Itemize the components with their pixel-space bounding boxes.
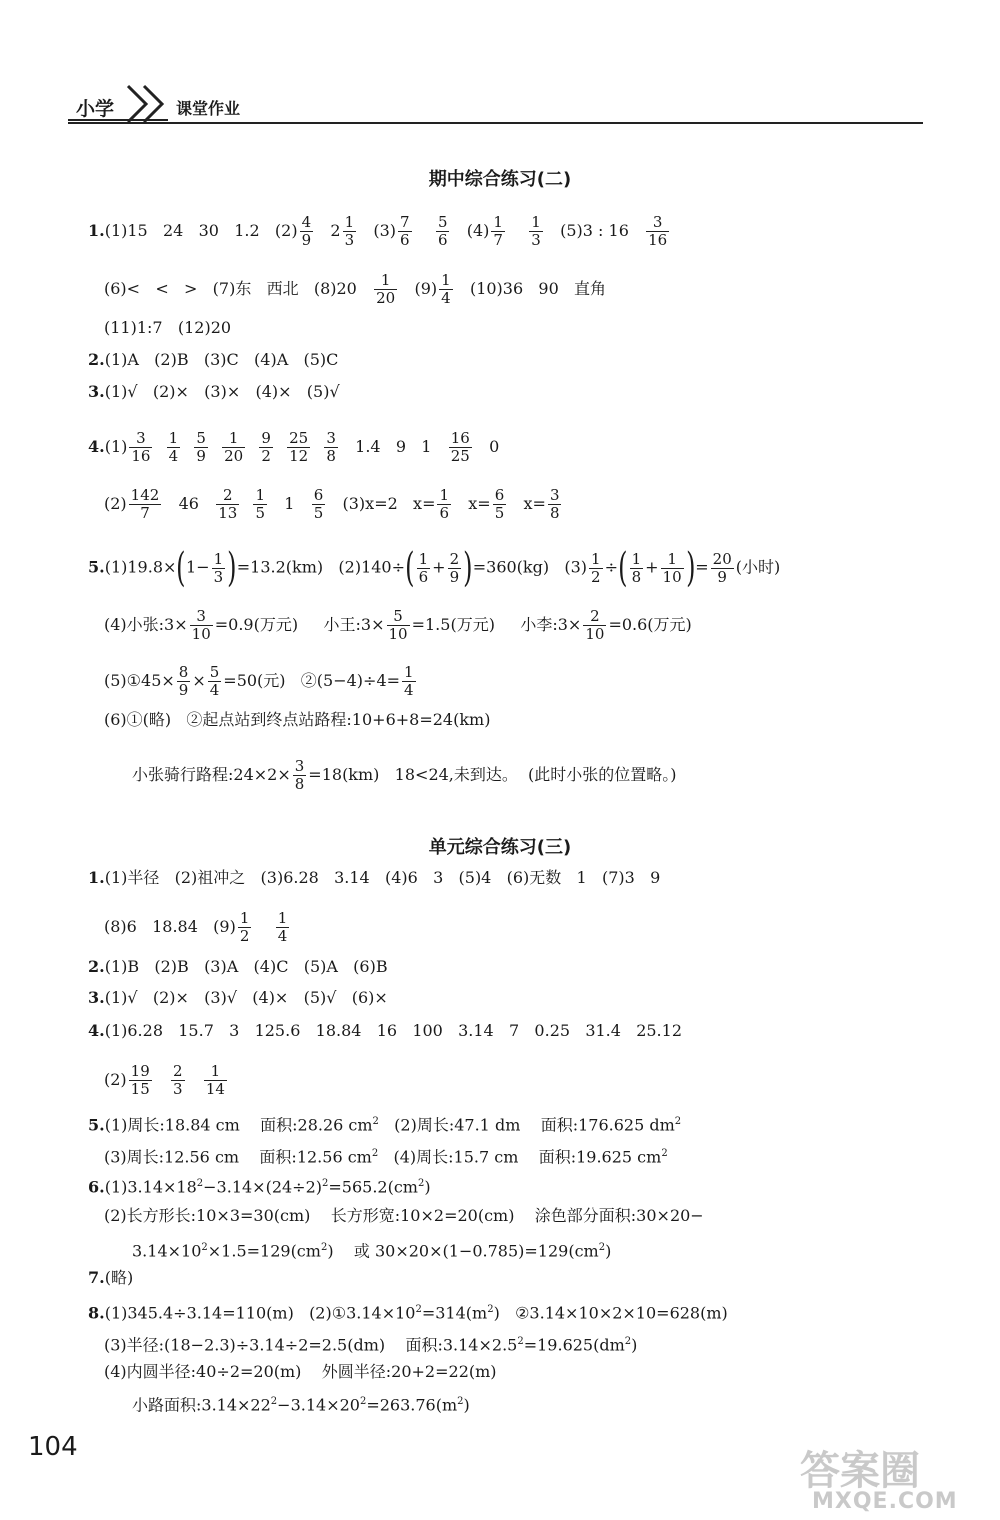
fraction-numerator: 1 [344, 213, 355, 231]
answer-text: 2 [315, 221, 341, 240]
answer-text: (2)周长:47.1 dm 面积:176.625 dm [378, 1115, 675, 1135]
answer-text: 2. [88, 957, 105, 976]
fraction-numerator: 19 [130, 1062, 150, 1080]
answer-text: (3) [358, 221, 397, 240]
answer-text: 2 [270, 1396, 278, 1407]
answer-text: =263.76(m [366, 1395, 458, 1415]
answer-text: 2 [661, 1148, 668, 1159]
answer-text: 3. [88, 382, 105, 401]
answer-text: (1)√ (2)× (3)√ (4)× (5)√ (6)× [104, 988, 388, 1007]
answer-text: =50(元) ②(5−4)÷4= [223, 671, 401, 690]
answer-text: (4)内圆半径:40÷2=20(m) 外圆半径:20+2=22(m) [104, 1362, 497, 1381]
answer-text: (3)x=2 x= [327, 494, 436, 513]
answer-text: (1)345.4÷3.14=110(m) (2)①3.14×10 [104, 1303, 416, 1323]
fraction-denominator: 10 [585, 625, 605, 643]
fraction [630, 551, 644, 586]
fraction-numerator: 5 [387, 608, 410, 626]
fraction-denominator: 3 [173, 1080, 183, 1098]
fraction [171, 1063, 185, 1098]
page-header [68, 78, 923, 130]
answer-2 [88, 350, 338, 370]
answer-text: ) [463, 545, 473, 591]
answer-3 [88, 382, 340, 402]
fraction-numerator: 1 [374, 272, 397, 290]
answer-text: =0.6(万元) [608, 615, 692, 634]
answer-text: (1)19.8× [104, 557, 177, 577]
fraction-numerator: 1 [255, 486, 265, 504]
fraction [398, 214, 412, 249]
answer-text: 2 [415, 1304, 422, 1315]
fraction [287, 430, 310, 465]
answer-text [182, 437, 192, 456]
answer-text: 2 [487, 1304, 494, 1315]
answer-text [414, 221, 434, 240]
answer-text: =18(km) 18<24,未到达。 (此时小张的位置略。) [308, 765, 677, 784]
answer-text: (3)周长:12.56 cm 面积:12.56 cm [104, 1147, 372, 1167]
fraction-denominator: 4 [404, 681, 414, 699]
fraction-numerator: 8 [178, 663, 189, 681]
fraction [324, 430, 338, 465]
fraction [216, 487, 239, 522]
answer-text: (2)长方形长:10×3=30(cm) 长方形宽:10×2=20(cm) 涂色部分面积:30×20− [104, 1206, 704, 1225]
fraction-denominator: 6 [437, 231, 448, 249]
fraction-denominator: 10 [191, 625, 211, 643]
answer-text [154, 437, 164, 456]
answer-1-line-2 [104, 272, 606, 307]
fraction [190, 608, 213, 643]
fraction-denominator: 8 [326, 447, 336, 465]
fraction-numerator: 6 [494, 486, 505, 504]
answer-text: 2 [624, 1336, 632, 1347]
answer-text: 2 [196, 1178, 204, 1189]
answer-text: −3.14×20 [277, 1395, 360, 1415]
answer-text: 7. [88, 1268, 105, 1287]
fraction [437, 487, 451, 522]
fraction-numerator: 1 [531, 213, 541, 231]
answer-text: 6. [88, 1177, 105, 1197]
answer-text: 8. [88, 1303, 105, 1323]
fraction-denominator: 8 [631, 567, 642, 586]
answer-1-line-3 [104, 318, 231, 338]
unit-answer-8-line-2 [104, 1332, 637, 1355]
fraction-numerator: 1 [239, 909, 250, 927]
section-title-unit: 单元综合练习(三) [428, 837, 572, 858]
unit-answer-8-line-1 [88, 1300, 728, 1323]
fraction-numerator: 1 [439, 486, 450, 504]
unit-answer-4-line-1 [88, 1021, 682, 1041]
fraction-denominator: 2 [261, 447, 271, 465]
answer-text [253, 917, 273, 936]
fraction [646, 214, 669, 249]
fraction-denominator: 20 [224, 447, 244, 465]
answer-text: 2 [674, 1116, 682, 1127]
answer-text: ×1.5=129(cm [207, 1241, 321, 1261]
fraction [222, 430, 245, 465]
answer-text: −3.14×(24÷2) [203, 1177, 323, 1197]
answer-text: 2. [88, 350, 105, 369]
answer-text: 2 [457, 1396, 464, 1407]
fraction [493, 487, 507, 522]
unit-answer-2 [88, 957, 388, 977]
fraction-numerator: 1 [213, 549, 224, 568]
answer-text [275, 437, 285, 456]
fraction-denominator: 4 [209, 681, 220, 699]
answer-text: (6)< < > (7)东 西北 (8)20 [104, 279, 373, 298]
answer-text: (10)36 90 直角 [454, 279, 607, 298]
answer-text: (4) [451, 221, 490, 240]
fraction-denominator: 8 [549, 504, 560, 522]
answer-text [247, 437, 257, 456]
fraction [238, 910, 252, 945]
answer-5-line-1 [88, 545, 781, 591]
answer-text: 1. [88, 868, 105, 887]
fraction-numerator: 3 [646, 214, 669, 232]
answer-text: 小张骑行路程:24×2× [132, 765, 291, 784]
header-underline [68, 119, 168, 121]
answer-text: =565.2(cm [328, 1177, 418, 1197]
fraction-numerator: 1 [661, 551, 684, 569]
fraction [129, 487, 162, 522]
fraction-denominator: 9 [196, 447, 206, 465]
fraction-denominator: 6 [439, 504, 450, 522]
fraction [589, 551, 603, 586]
fraction-numerator: 3 [549, 486, 560, 504]
fraction-numerator: 2 [583, 608, 606, 626]
answer-text: 1 [269, 494, 310, 513]
unit-answer-3 [88, 988, 388, 1008]
fraction-denominator: 14 [205, 1080, 225, 1098]
answer-text: + [645, 557, 659, 577]
answer-4-line-2 [104, 487, 563, 522]
unit-answer-1-line-1 [88, 868, 660, 888]
answer-text: (1)A (2)B (3)C (4)A (5)C [104, 350, 339, 369]
answer-text: 2 [320, 1242, 328, 1253]
answer-text: 3. [88, 988, 105, 1007]
answer-5-line-5 [132, 758, 677, 793]
answer-text: x= [453, 494, 491, 513]
answer-text [312, 437, 322, 456]
answer-text: =314(m [421, 1303, 488, 1323]
answer-text: ) [685, 545, 696, 591]
fraction-denominator: 6 [400, 231, 410, 249]
answer-text [241, 494, 251, 513]
answer-5-line-3 [104, 664, 418, 699]
fraction-numerator: 1 [631, 549, 642, 568]
fraction [583, 608, 606, 643]
double-chevron-icon [124, 82, 178, 122]
fraction [300, 214, 314, 249]
answer-text: 2 [598, 1242, 606, 1253]
fraction-numerator: 25 [289, 429, 309, 447]
unit-answer-8-line-4 [132, 1392, 470, 1415]
fraction [417, 551, 431, 586]
fraction-denominator: 9 [178, 681, 189, 699]
fraction [374, 272, 397, 307]
answer-text: 2 [371, 1148, 379, 1159]
fraction-denominator: 9 [449, 567, 460, 586]
answer-text: ( [176, 545, 186, 591]
answer-text: (1)B (2)B (3)A (4)C (5)A (6)B [104, 957, 388, 976]
fraction-numerator: 16 [450, 429, 470, 447]
answer-text: × [192, 671, 206, 690]
fraction-denominator: 15 [130, 1080, 150, 1098]
fraction [436, 214, 450, 249]
answer-text: =0.9(万元) 小王:3× [214, 615, 385, 634]
fraction-numerator: 3 [190, 608, 213, 626]
header-rule [68, 122, 923, 124]
answer-text: ) [631, 1335, 638, 1355]
fraction-numerator: 1 [204, 1063, 227, 1081]
fraction-denominator: 4 [441, 289, 451, 307]
answer-text: (5)3 : 16 [544, 221, 645, 240]
fraction [548, 487, 562, 522]
answer-text: 5. [88, 1115, 105, 1135]
answer-text: (1)半径 (2)祖冲之 (3)6.28 3.14 (4)6 3 (5)4 (6)无数 1 (7)3 9 [104, 868, 661, 887]
unit-answer-7 [88, 1268, 133, 1288]
fraction [129, 1063, 152, 1098]
answer-text: =13.2(km) (2)140÷ [236, 557, 406, 577]
answer-text: =1.5(万元) 小李:3× [411, 615, 582, 634]
watermark-logo [800, 1435, 990, 1515]
answer-text: (1)周长:18.84 cm 面积:28.26 cm [104, 1115, 373, 1135]
unit-answer-5-line-1 [88, 1112, 681, 1135]
fraction [276, 910, 290, 945]
fraction-denominator: 5 [494, 504, 505, 522]
fraction [711, 551, 734, 586]
header-book-title: 课堂作业 [176, 99, 241, 118]
fraction-denominator: 3 [213, 567, 224, 586]
answer-text: 4. [88, 437, 105, 456]
fraction-numerator: 1 [591, 549, 601, 568]
answer-text: 2 [417, 1178, 425, 1189]
answer-5-line-4 [104, 710, 490, 730]
fraction-denominator: 8 [294, 775, 305, 793]
fraction-denominator: 10 [388, 625, 408, 643]
section-title-midterm: 期中综合练习(二) [428, 169, 572, 190]
fraction [529, 214, 543, 249]
answer-text: =360(kg) (3) [472, 557, 588, 577]
answer-text: + [432, 557, 446, 577]
unit-answer-6-line-3 [132, 1238, 611, 1261]
fraction-numerator: 3 [129, 430, 152, 448]
watermark-url: MXQE.COM [812, 1489, 958, 1514]
answer-text: 46 [163, 494, 215, 513]
fraction-numerator: 3 [326, 429, 336, 447]
answer-text: (2) [104, 1070, 127, 1089]
answer-text: (4)周长:15.7 cm 面积:19.625 cm [378, 1147, 662, 1167]
fraction-denominator: 3 [344, 231, 355, 249]
answer-text: ) 或 30×20×(1−0.785)=129(cm [327, 1241, 599, 1261]
fraction-denominator: 4 [168, 447, 179, 465]
answer-text: 2 [322, 1178, 329, 1189]
answer-1-line-1 [88, 214, 671, 249]
fraction-denominator: 7 [493, 231, 503, 249]
answer-text [187, 1070, 202, 1089]
fraction [253, 487, 267, 522]
fraction-denominator: 6 [418, 567, 429, 586]
fraction-denominator: 5 [255, 504, 265, 522]
fraction-numerator: 1 [404, 663, 414, 681]
fraction-denominator: 16 [131, 447, 151, 465]
fraction-denominator: 9 [301, 231, 312, 249]
answer-text: 1. [88, 221, 105, 240]
fraction-denominator: 10 [662, 567, 682, 586]
fraction-numerator: 142 [130, 486, 160, 504]
fraction-numerator: 2 [449, 549, 460, 568]
fraction [167, 430, 181, 465]
fraction-denominator: 13 [218, 504, 238, 522]
answer-text: (4)小张:3× [104, 615, 188, 634]
fraction [439, 272, 453, 307]
answer-text: ) ②3.14×10×2×10=628(m) [493, 1303, 728, 1323]
fraction-denominator: 12 [289, 447, 309, 465]
fraction-numerator: 2 [173, 1062, 183, 1080]
answer-text: 2 [372, 1116, 379, 1127]
fraction-numerator: 5 [196, 429, 206, 447]
answer-text: 3.14×10 [132, 1241, 202, 1261]
answer-text [154, 1070, 169, 1089]
answer-text: (11)1:7 (12)20 [104, 318, 232, 337]
fraction-denominator: 9 [717, 567, 727, 586]
header-school: 小学 [76, 98, 115, 120]
answer-text: ) [605, 1241, 612, 1261]
fraction [212, 551, 226, 586]
answer-text: (8)6 18.84 (9) [104, 917, 236, 936]
answer-4-line-1 [88, 430, 499, 465]
answer-text: (1)6.28 15.7 3 125.6 18.84 16 100 3.14 7 0.25 31.4 25.12 [104, 1021, 682, 1040]
fraction [293, 758, 307, 793]
answer-text [507, 221, 527, 240]
fraction-denominator: 5 [313, 504, 324, 522]
answer-text: 4. [88, 1021, 105, 1040]
answer-text: 2 [517, 1336, 524, 1347]
fraction-numerator: 1 [277, 909, 288, 927]
answer-text: (1)15 24 30 1.2 (2) [104, 221, 298, 240]
fraction-denominator: 7 [140, 504, 150, 522]
fraction-denominator: 20 [376, 289, 396, 307]
fraction [449, 430, 472, 465]
answer-text: = [695, 557, 709, 577]
fraction [448, 551, 462, 586]
answer-text: (2) [104, 494, 127, 513]
fraction-denominator: 16 [648, 231, 668, 249]
fraction [402, 664, 416, 699]
fraction-denominator: 3 [531, 231, 541, 249]
fraction-numerator: 9 [261, 429, 271, 447]
answer-text: x= [508, 494, 546, 513]
unit-answer-8-line-3 [104, 1362, 497, 1382]
answer-text: 2 [201, 1242, 208, 1253]
fraction-numerator: 5 [209, 663, 220, 681]
answer-text: (6)①(略) ②起点站到终点站路程:10+6+8=24(km) [104, 710, 491, 729]
fraction [343, 214, 357, 249]
unit-answer-6-line-2 [104, 1206, 704, 1226]
fraction-numerator: 1 [222, 430, 245, 448]
fraction-denominator: 2 [239, 927, 250, 945]
answer-text: (1)√ (2)× (3)× (4)× (5)√ [104, 382, 340, 401]
fraction-numerator: 3 [294, 757, 305, 775]
answer-text: 0 [473, 437, 500, 456]
answer-text: ( [618, 545, 628, 591]
fraction-numerator: 7 [400, 213, 410, 231]
answer-5-line-2 [104, 608, 692, 643]
fraction-numerator: 5 [437, 213, 448, 231]
fraction [312, 487, 326, 522]
unit-answer-6-line-1 [88, 1174, 431, 1197]
answer-text: (略) [104, 1268, 134, 1287]
fraction [491, 214, 505, 249]
fraction [204, 1063, 227, 1098]
fraction-denominator: 25 [450, 447, 470, 465]
fraction-denominator: 4 [277, 927, 288, 945]
fraction-numerator: 1 [441, 271, 451, 289]
answer-text: 小路面积:3.14×22 [132, 1395, 271, 1415]
fraction-numerator: 1 [493, 213, 503, 231]
answer-text: ) [227, 545, 237, 591]
answer-text: (1)3.14×18 [104, 1177, 197, 1197]
answer-text: =19.625(dm [523, 1335, 625, 1355]
unit-answer-1-line-2 [104, 910, 291, 945]
answer-text: 5. [88, 557, 105, 577]
fraction [129, 430, 152, 465]
page-number: 104 [28, 1432, 78, 1462]
fraction-numerator: 20 [712, 549, 732, 568]
answer-text: ) [463, 1395, 470, 1415]
answer-text [210, 437, 220, 456]
unit-answer-5-line-2 [104, 1144, 668, 1167]
answer-text: (9) [399, 279, 438, 298]
fraction-numerator: 4 [301, 213, 312, 231]
fraction [194, 430, 208, 465]
answer-text: (3)半径:(18−2.3)÷3.14÷2=2.5(dm) 面积:3.14×2.5 [104, 1335, 518, 1355]
answer-text: (小时) [735, 557, 781, 577]
fraction [208, 664, 222, 699]
fraction-numerator: 2 [216, 487, 239, 505]
answer-text: 1− [186, 557, 210, 577]
answer-text: ( [405, 545, 415, 591]
fraction [661, 551, 684, 586]
answer-text: ÷ [604, 557, 618, 577]
watermark-text: 答案圈 [800, 1448, 920, 1494]
fraction-numerator: 6 [313, 486, 324, 504]
answer-text: (5)①45× [104, 671, 175, 690]
fraction-numerator: 1 [168, 429, 179, 447]
fraction [387, 608, 410, 643]
fraction [177, 664, 191, 699]
answer-text: 2 [359, 1396, 367, 1407]
fraction [259, 430, 273, 465]
answer-text: 1.4 9 1 [339, 437, 447, 456]
fraction-denominator: 2 [591, 567, 601, 586]
fraction-numerator: 1 [418, 549, 429, 568]
answer-text: (1) [104, 437, 128, 456]
unit-answer-4-line-2 [104, 1063, 229, 1098]
answer-text: ) [424, 1177, 431, 1197]
